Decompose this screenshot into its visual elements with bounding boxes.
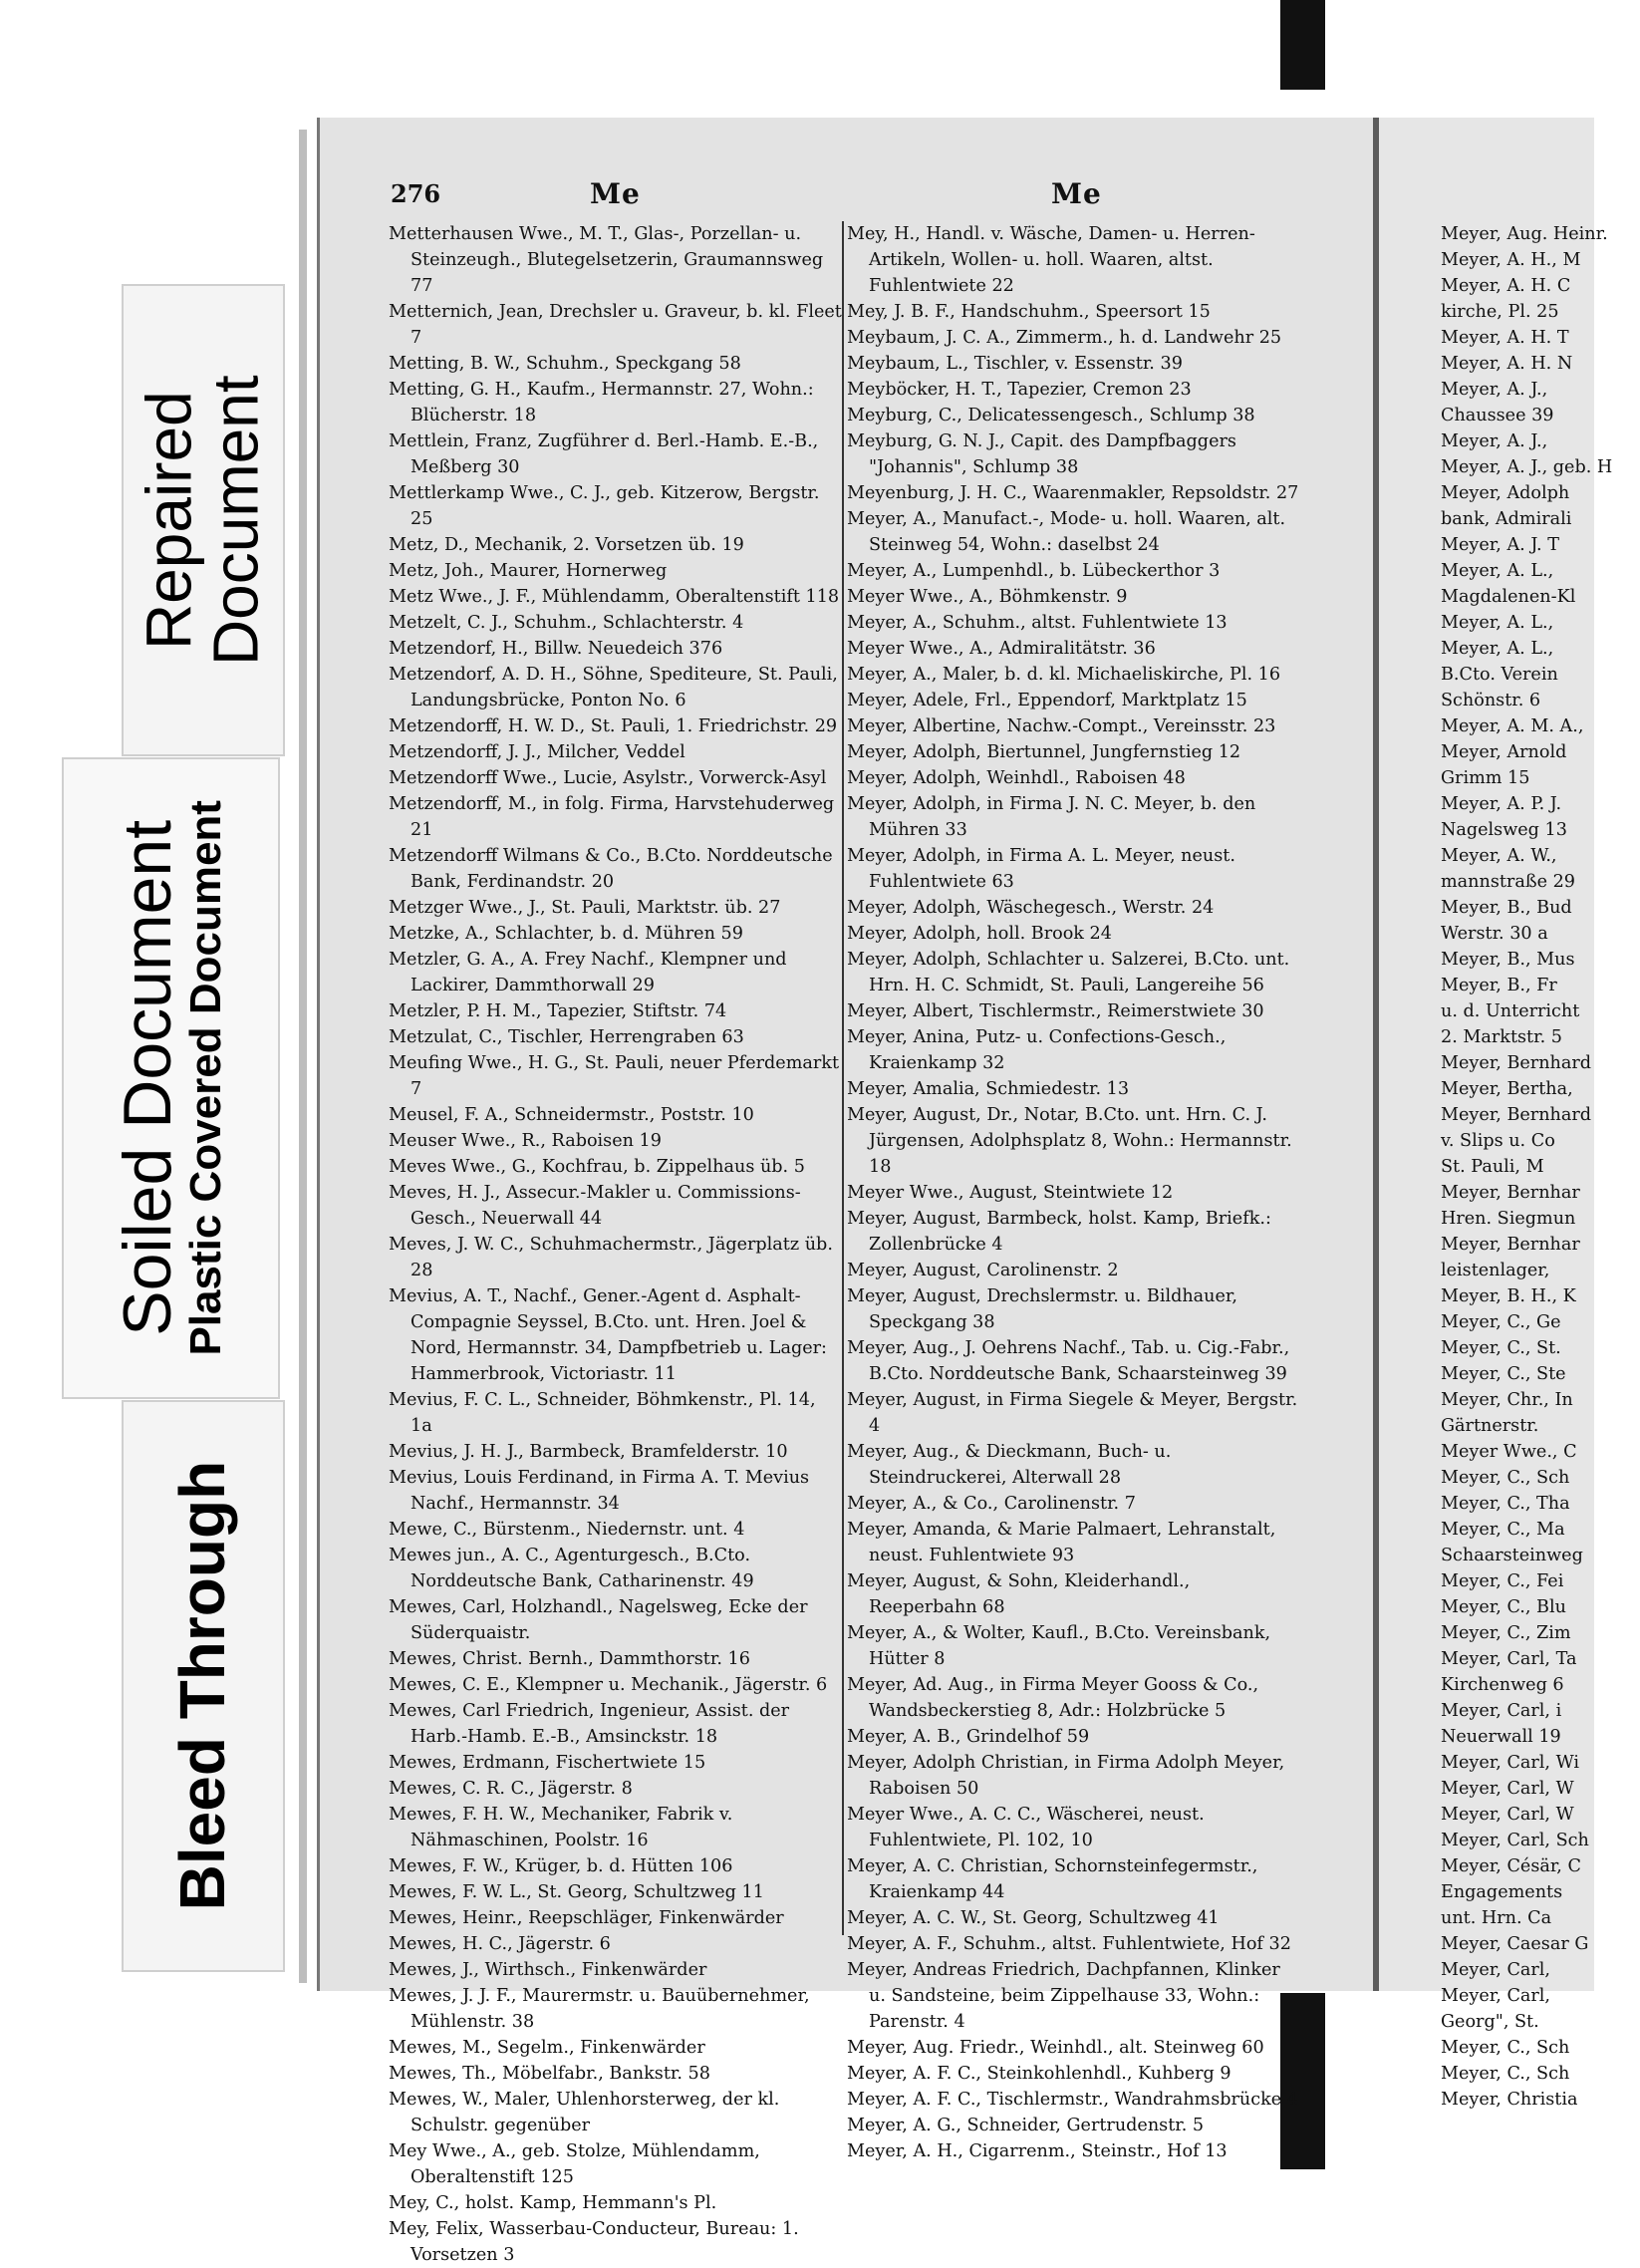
- directory-entry: Meves, H. J., Assecur.-Makler u. Commissions-Gesch., Neuerwall 44: [389, 1183, 801, 1229]
- directory-entry: Meybaum, L., Tischler, v. Essenstr. 39: [847, 354, 1183, 374]
- directory-entry: Meyenburg, J. H. C., Waarenmakler, Repsoldstr. 27: [847, 483, 1299, 503]
- directory-entry: Metzulat, C., Tischler, Herrengraben 63: [389, 1027, 744, 1047]
- directory-entry: Meybaum, J. C. A., Zimmerm., h. d. Landwehr 25: [847, 328, 1282, 348]
- directory-entry: Mewes, H. C., Jägerstr. 6: [389, 1934, 611, 1954]
- directory-entry: Meyer, August, in Firma Siegele & Meyer, Bergstr. 4: [847, 1390, 1298, 1436]
- right-column: [847, 221, 1300, 2164]
- directory-entry: Metting, B. W., Schuhm., Speckgang 58: [389, 354, 741, 374]
- directory-entry: Gärtnerstr.: [1441, 1416, 1539, 1436]
- directory-entry: Meyer, C., Sch: [1441, 2064, 1570, 2084]
- directory-entry: Meyer, A., & Wolter, Kaufl., B.Cto. Vereinsbank, Hütter 8: [847, 1623, 1271, 1669]
- directory-entry: Mewes, F. W., Krüger, b. d. Hütten 106: [389, 1856, 733, 1876]
- directory-entry: Mewes, Erdmann, Fischertwiete 15: [389, 1753, 706, 1773]
- directory-entry: Meyer, Bertha,: [1441, 1079, 1573, 1099]
- directory-entry: Mettlerkamp Wwe., C. J., geb. Kitzerow, Bergstr. 25: [389, 483, 820, 529]
- directory-entry: Meyer, Adolph Christian, in Firma Adolph Meyer, Raboisen 50: [847, 1753, 1285, 1799]
- directory-entry: v. Slips u. Co: [1441, 1131, 1555, 1151]
- directory-entry: Meyer, Albertine, Nachw.-Compt., Vereinsstr. 23: [847, 716, 1276, 736]
- directory-entry: Mevius, J. H. J., Barmbeck, Bramfelderstr. 10: [389, 1442, 788, 1462]
- directory-entry: Metzendorff, J. J., Milcher, Veddel: [389, 742, 685, 762]
- directory-entry: Meyer Wwe., A. C. C., Wäscherei, neust. Fuhlentwiete, Pl. 102, 10: [847, 1805, 1205, 1850]
- directory-entry: Metzelt, C. J., Schuhm., Schlachterstr. 4: [389, 613, 744, 633]
- soiled-label-line2: Plastic Covered Document: [181, 800, 231, 1356]
- bleed-through-label: [122, 1400, 285, 1972]
- directory-entry: Meyer, Aug., J. Oehrens Nachf., Tab. u. Cig.-Fabr., B.Cto. Norddeutsche Bank, Schaarsteinweg 39: [847, 1338, 1290, 1384]
- directory-entry: Meyburg, G. N. J., Capit. des Dampfbaggers "Johannis", Schlump 38: [847, 431, 1236, 477]
- directory-entry: Meyer Wwe., A., Admiralitätstr. 36: [847, 639, 1156, 659]
- directory-entry: Metz, Joh., Maurer, Hornerweg: [389, 561, 668, 581]
- directory-entry: Meyer, C., Fei: [1441, 1571, 1564, 1591]
- directory-entry: Mewes, Th., Möbelfabr., Bankstr. 58: [389, 2064, 710, 2084]
- directory-entry: Meyer, Caesar G: [1441, 1934, 1589, 1954]
- directory-entry: Meyer, B., Mus: [1441, 950, 1575, 970]
- directory-entry: Meyer, Adolph: [1441, 483, 1570, 503]
- directory-entry: Meyer, Carl, W: [1441, 1805, 1574, 1825]
- directory-entry: Meyer, August, Barmbeck, holst. Kamp, Briefk.: Zollenbrücke 4: [847, 1209, 1271, 1255]
- directory-entry: Meyer, Adolph, Weinhdl., Raboisen 48: [847, 768, 1186, 788]
- directory-entry: Meyböcker, H. T., Tapezier, Cremon 23: [847, 380, 1192, 400]
- directory-entry: Engagements: [1441, 1882, 1563, 1902]
- directory-entry: Mey, Felix, Wasserbau-Conducteur, Bureau: 1. Vorsetzen 3: [389, 2219, 799, 2265]
- directory-entry: Meyer, A. C. Christian, Schornsteinfegermstr., Kraienkamp 44: [847, 1856, 1258, 1902]
- directory-entry: Meyer, A. C. W., St. Georg, Schultzweg 41: [847, 1908, 1220, 1928]
- directory-entry: Mewes, C. R. C., Jägerstr. 8: [389, 1779, 633, 1799]
- directory-entry: Meyer, A. H. T: [1441, 328, 1569, 348]
- directory-entry: Hren. Siegmun: [1441, 1209, 1576, 1229]
- directory-entry: Meyer, Aug., & Dieckmann, Buch- u. Steindruckerei, Alterwall 28: [847, 1442, 1172, 1488]
- directory-entry: kirche, Pl. 25: [1441, 302, 1559, 322]
- directory-entry: Meyer, A., & Co., Carolinenstr. 7: [847, 1494, 1136, 1514]
- directory-entry: Meyer, A. P. J.: [1441, 794, 1562, 814]
- directory-entry: Meyer, Andreas Friedrich, Dachpfannen, Klinker u. Sandsteine, beim Zippelhause 33, Wohn.: Parenstr. 4: [847, 1960, 1280, 2032]
- directory-entry: Meyer, Adolph, holl. Brook 24: [847, 924, 1112, 944]
- directory-entry: Meyer, A. L.,: [1441, 613, 1554, 633]
- directory-entry: Mevius, A. T., Nachf., Gener.-Agent d. Asphalt-Compagnie Seyssel, B.Cto. unt. Hren. Joel & Nord, Hermannstr. 34, Dampfbetrieb u. Lager: Hammerbrook, Victoriastr. 11: [389, 1286, 827, 1384]
- directory-entry: Metternich, Jean, Drechsler u. Graveur, b. kl. Fleet 7: [389, 302, 842, 348]
- directory-entry: unt. Hrn. Ca: [1441, 1908, 1552, 1928]
- directory-entry: Meyer, Bernhar: [1441, 1183, 1580, 1203]
- directory-entry: Meyer, B. H., K: [1441, 1286, 1576, 1306]
- directory-entry: Meyer, August, Dr., Notar, B.Cto. unt. Hrn. C. J. Jürgensen, Adolphsplatz 8, Wohn.: Hermannstr. 18: [847, 1105, 1292, 1177]
- directory-entry: Meyer, August, Drechslermstr. u. Bildhauer, Speckgang 38: [847, 1286, 1237, 1332]
- directory-entry: Meyer, Bernhar: [1441, 1235, 1580, 1255]
- directory-entry: Meyer, C., Ma: [1441, 1520, 1565, 1540]
- directory-entry: Meves Wwe., G., Kochfrau, b. Zippelhaus üb. 5: [389, 1157, 805, 1177]
- directory-entry: Meyer, Adele, Frl., Eppendorf, Marktplatz 15: [847, 691, 1247, 710]
- directory-entry: Meyer, A. J. T: [1441, 535, 1559, 555]
- directory-entry: Meyer, C., Sch: [1441, 2038, 1570, 2058]
- directory-entry: Mewes, W., Maler, Uhlenhorsterweg, der kl. Schulstr. gegenüber: [389, 2090, 780, 2135]
- directory-entry: Meyer, C., St.: [1441, 1338, 1561, 1358]
- directory-entry: Meyer, A., Lumpenhdl., b. Lübeckerthor 3: [847, 561, 1221, 581]
- directory-entry: Georg", St.: [1441, 2012, 1539, 2032]
- directory-entry: St. Pauli, M: [1441, 1157, 1544, 1177]
- directory-entry: Meyer, C., Zim: [1441, 1623, 1571, 1643]
- directory-entry: Meyer, A. J., geb. H: [1441, 457, 1613, 477]
- directory-entry: Meyer, Amanda, & Marie Palmaert, Lehranstalt, neust. Fuhlentwiete 93: [847, 1520, 1276, 1565]
- directory-entry: Metzendorff Wwe., Lucie, Asylstr., Vorwerck-Asyl: [389, 768, 827, 788]
- directory-entry: Meyer, A. B., Grindelhof 59: [847, 1727, 1090, 1747]
- directory-entry: Meyer, Bernhard: [1441, 1105, 1592, 1125]
- directory-entry: mannstraße 29: [1441, 872, 1575, 892]
- directory-entry: Metz, D., Mechanik, 2. Vorsetzen üb. 19: [389, 535, 744, 555]
- directory-entry: Metz Wwe., J. F., Mühlendamm, Oberaltenstift 118: [389, 587, 840, 607]
- directory-entry: Meyer, C., Tha: [1441, 1494, 1570, 1514]
- soiled-label-line1: Soiled Document: [109, 820, 185, 1336]
- directory-entry: Mey, H., Handl. v. Wäsche, Damen- u. Herren-Artikeln, Wollen- u. holl. Waaren, altst. Fuhlentwiete 22: [847, 224, 1255, 296]
- directory-entry: Meyer, A. H. C: [1441, 276, 1571, 296]
- directory-entry: Meyer, C., Ge: [1441, 1312, 1561, 1332]
- directory-entry: Mewes, M., Segelm., Finkenwärder: [389, 2038, 705, 2058]
- directory-entry: Schaarsteinweg: [1441, 1546, 1583, 1565]
- directory-entry: Meyer, A. F. C., Tischlermstr., Wandrahmsbrücke 4: [847, 2090, 1298, 2110]
- directory-entry: Meyer, Adolph, in Firma A. L. Meyer, neust. Fuhlentwiete 63: [847, 846, 1235, 892]
- directory-entry: Meyer, A. H. N: [1441, 354, 1573, 374]
- directory-entry: Mey, J. B. F., Handschuhm., Speersort 15: [847, 302, 1211, 322]
- directory-entry: Meyer, Adolph, Schlachter u. Salzerei, B.Cto. unt. Hrn. H. C. Schmidt, St. Pauli, Langereihe 56: [847, 950, 1290, 995]
- directory-entry: Meyer, A., Maler, b. d. kl. Michaeliskirche, Pl. 16: [847, 665, 1281, 685]
- directory-entry: Mey Wwe., A., geb. Stolze, Mühlendamm, Oberaltenstift 125: [389, 2141, 760, 2187]
- directory-entry: Meyer, B., Bud: [1441, 898, 1572, 918]
- repaired-label-line2: Document: [200, 375, 272, 666]
- repaired-document-label: [122, 284, 285, 756]
- directory-entry: Meyer, C., Blu: [1441, 1597, 1566, 1617]
- directory-entry: Meyer, August, & Sohn, Kleiderhandl., Reeperbahn 68: [847, 1571, 1191, 1617]
- page-header-left: Me: [590, 177, 641, 210]
- directory-entry: Meyer, Césär, C: [1441, 1856, 1581, 1876]
- directory-entry: Meyer, Aug. Heinr.: [1441, 224, 1608, 244]
- directory-entry: Meves, J. W. C., Schuhmachermstr., Jägerplatz üb. 28: [389, 1235, 833, 1280]
- directory-entry: Mewes, J. J. F., Maurermstr. u. Bauübernehmer, Mühlenstr. 38: [389, 1986, 810, 2032]
- directory-entry: Meyer, Albert, Tischlermstr., Reimerstwiete 30: [847, 1001, 1264, 1021]
- directory-entry: Meyer, A. L.,: [1441, 561, 1554, 581]
- directory-entry: Meyer, B., Fr: [1441, 976, 1557, 995]
- directory-entry: Mewes, Christ. Bernh., Dammthorstr. 16: [389, 1649, 750, 1669]
- directory-entry: Metzendorf, H., Billw. Neuedeich 376: [389, 639, 723, 659]
- column-divider: [842, 221, 844, 1935]
- directory-entry: Mey, C., holst. Kamp, Hemmann's Pl.: [389, 2193, 717, 2213]
- directory-entry: Metzendorff, M., in folg. Firma, Harvstehuderweg 21: [389, 794, 835, 840]
- directory-entry: Metzler, P. H. M., Tapezier, Stiftstr. 74: [389, 1001, 727, 1021]
- directory-entry: Meyer, A., Manufact.-, Mode- u. holl. Waaren, alt. Steinweg 54, Wohn.: daselbst 24: [847, 509, 1286, 555]
- directory-entry: Meyer, Arnold: [1441, 742, 1567, 762]
- directory-entry: Meyer, Anina, Putz- u. Confections-Gesch., Kraienkamp 32: [847, 1027, 1227, 1073]
- directory-entry: Metzger Wwe., J., St. Pauli, Marktstr. üb. 27: [389, 898, 781, 918]
- directory-entry: leistenlager,: [1441, 1261, 1550, 1280]
- directory-entry: Metterhausen Wwe., M. T., Glas-, Porzellan- u. Steinzeugh., Blutegelsetzerin, Graumannsweg 77: [389, 224, 824, 296]
- directory-entry: Metzler, G. A., A. Frey Nachf., Klempner und Lackirer, Dammthorwall 29: [389, 950, 787, 995]
- directory-entry: Mewes, Heinr., Reepschläger, Finkenwärder: [389, 1908, 784, 1928]
- directory-entry: Meyburg, C., Delicatessengesch., Schlump 38: [847, 406, 1255, 425]
- directory-entry: Meyer Wwe., August, Steintwiete 12: [847, 1183, 1174, 1203]
- directory-entry: Meyer Wwe., A., Böhmkenstr. 9: [847, 587, 1128, 607]
- directory-entry: Metzendorff, H. W. D., St. Pauli, 1. Friedrichstr. 29: [389, 716, 838, 736]
- directory-entry: Meyer, Chr., In: [1441, 1390, 1573, 1410]
- directory-entry: Meyer, August, Carolinenstr. 2: [847, 1261, 1119, 1280]
- directory-entry: Meyer, A. J.,: [1441, 380, 1548, 400]
- directory-entry: Meyer, Carl, Wi: [1441, 1753, 1580, 1773]
- directory-entry: Meyer, Adolph, Biertunnel, Jungfernstieg 12: [847, 742, 1241, 762]
- directory-entry: Meyer, A., Schuhm., altst. Fuhlentwiete 13: [847, 613, 1228, 633]
- directory-entry: Meyer, A. H., Cigarrenm., Steinstr., Hof 13: [847, 2141, 1228, 2161]
- directory-entry: Mewe, C., Bürstenm., Niedernstr. unt. 4: [389, 1520, 745, 1540]
- directory-entry: Meyer, Carl, Sch: [1441, 1831, 1589, 1850]
- directory-entry: Meyer, Adolph, in Firma J. N. C. Meyer, b. den Mühren 33: [847, 794, 1256, 840]
- directory-entry: 2. Marktstr. 5: [1441, 1027, 1562, 1047]
- directory-entry: Mettlein, Franz, Zugführer d. Berl.-Hamb. E.-B., Meßberg 30: [389, 431, 819, 477]
- directory-entry: Metzke, A., Schlachter, b. d. Mühren 59: [389, 924, 743, 944]
- directory-entry: B.Cto. Verein: [1441, 665, 1558, 685]
- page-header-right: Me: [1051, 177, 1102, 210]
- directory-entry: Meyer, A. F. C., Steinkohlenhdl., Kuhberg 9: [847, 2064, 1231, 2084]
- directory-entry: Meyer, C., Sch: [1441, 1468, 1570, 1488]
- directory-entry: Nagelsweg 13: [1441, 820, 1567, 840]
- repaired-label-line1: Repaired: [133, 391, 205, 650]
- bleed-label-text: Bleed Through: [166, 1461, 239, 1911]
- page-number: 276: [391, 179, 441, 208]
- directory-entry: Meyer, Christia: [1441, 2090, 1578, 2110]
- directory-entry: Meyer, Adolph, Wäschegesch., Werstr. 24: [847, 898, 1215, 918]
- directory-entry: Mewes, F. H. W., Mechaniker, Fabrik v. Nähmaschinen, Poolstr. 16: [389, 1805, 733, 1850]
- directory-entry: Mewes jun., A. C., Agenturgesch., B.Cto. Norddeutsche Bank, Catharinenstr. 49: [389, 1546, 754, 1591]
- directory-entry: Meyer, A. J.,: [1441, 431, 1548, 451]
- directory-entry: Mewes, Carl, Holzhandl., Nagelsweg, Ecke der Süderquaistr.: [389, 1597, 808, 1643]
- directory-entry: Meyer, Amalia, Schmiedestr. 13: [847, 1079, 1130, 1099]
- directory-entry: Meuser Wwe., R., Raboisen 19: [389, 1131, 662, 1151]
- directory-entry: Chaussee 39: [1441, 406, 1554, 425]
- directory-entry: Meufing Wwe., H. G., St. Pauli, neuer Pferdemarkt 7: [389, 1053, 840, 1099]
- directory-entry: Schönstr. 6: [1441, 691, 1541, 710]
- directory-entry: Meyer, A. H., M: [1441, 250, 1581, 270]
- binder-clip-top: [1280, 0, 1325, 90]
- directory-entry: Grimm 15: [1441, 768, 1530, 788]
- directory-entry: Meyer Wwe., C: [1441, 1442, 1577, 1462]
- directory-entry: Mevius, Louis Ferdinand, in Firma A. T. Mevius Nachf., Hermannstr. 34: [389, 1468, 810, 1514]
- directory-entry: Mewes, Carl Friedrich, Ingenieur, Assist. der Harb.-Hamb. E.-B., Amsinckstr. 18: [389, 1701, 790, 1747]
- directory-entry: Metting, G. H., Kaufm., Hermannstr. 27, Wohn.: Blücherstr. 18: [389, 380, 814, 425]
- directory-entry: Mewes, J., Wirthsch., Finkenwärder: [389, 1960, 707, 1980]
- directory-entry: Neuerwall 19: [1441, 1727, 1561, 1747]
- directory-entry: Meyer, A. W.,: [1441, 846, 1557, 866]
- directory-entry: Meyer, A. F., Schuhm., altst. Fuhlentwiete, Hof 32: [847, 1934, 1291, 1954]
- directory-entry: Meyer, Carl, W: [1441, 1779, 1574, 1799]
- page-edge: [299, 130, 307, 1983]
- directory-entry: Meusel, F. A., Schneidermstr., Poststr. 10: [389, 1105, 754, 1125]
- directory-entry: Mewes, F. W. L., St. Georg, Schultzweg 11: [389, 1882, 764, 1902]
- directory-entry: Meyer, A. L.,: [1441, 639, 1554, 659]
- directory-entry: Meyer, C., Ste: [1441, 1364, 1566, 1384]
- directory-entry: Meyer, Carl,: [1441, 1986, 1551, 2006]
- directory-entry: Meyer, Ad. Aug., in Firma Meyer Gooss & Co., Wandsbeckerstieg 8, Adr.: Holzbrücke 5: [847, 1675, 1259, 1721]
- left-column: [389, 221, 842, 2268]
- directory-entry: Mevius, F. C. L., Schneider, Böhmkenstr., Pl. 14, 1a: [389, 1390, 816, 1436]
- directory-entry: Werstr. 30 a: [1441, 924, 1548, 944]
- directory-entry: Meyer, Carl, Ta: [1441, 1649, 1577, 1669]
- directory-entry: Metzendorf, A. D. H., Söhne, Spediteure, St. Pauli, Landungsbrücke, Ponton No. 6: [389, 665, 838, 710]
- soiled-document-label: [62, 757, 280, 1399]
- directory-entry: Mewes, C. E., Klempner u. Mechanik., Jägerstr. 6: [389, 1675, 828, 1695]
- directory-entry: Meyer, A. M. A.,: [1441, 716, 1584, 736]
- directory-entry: Meyer, A. G., Schneider, Gertrudenstr. 5: [847, 2116, 1205, 2135]
- directory-entry: Kirchenweg 6: [1441, 1675, 1564, 1695]
- directory-entry: Metzendorff Wilmans & Co., B.Cto. Norddeutsche Bank, Ferdinandstr. 20: [389, 846, 833, 892]
- directory-entry: Meyer, Bernhard: [1441, 1053, 1592, 1073]
- directory-entry: bank, Admirali: [1441, 509, 1572, 529]
- directory-entry: Magdalenen-Kl: [1441, 587, 1576, 607]
- directory-entry: Meyer, Carl,: [1441, 1960, 1551, 1980]
- directory-entry: Meyer, Aug. Friedr., Weinhdl., alt. Steinweg 60: [847, 2038, 1264, 2058]
- directory-entry: Meyer, Carl, i: [1441, 1701, 1562, 1721]
- directory-entry: u. d. Unterricht: [1441, 1001, 1580, 1021]
- facing-page-column: [1441, 221, 1640, 2113]
